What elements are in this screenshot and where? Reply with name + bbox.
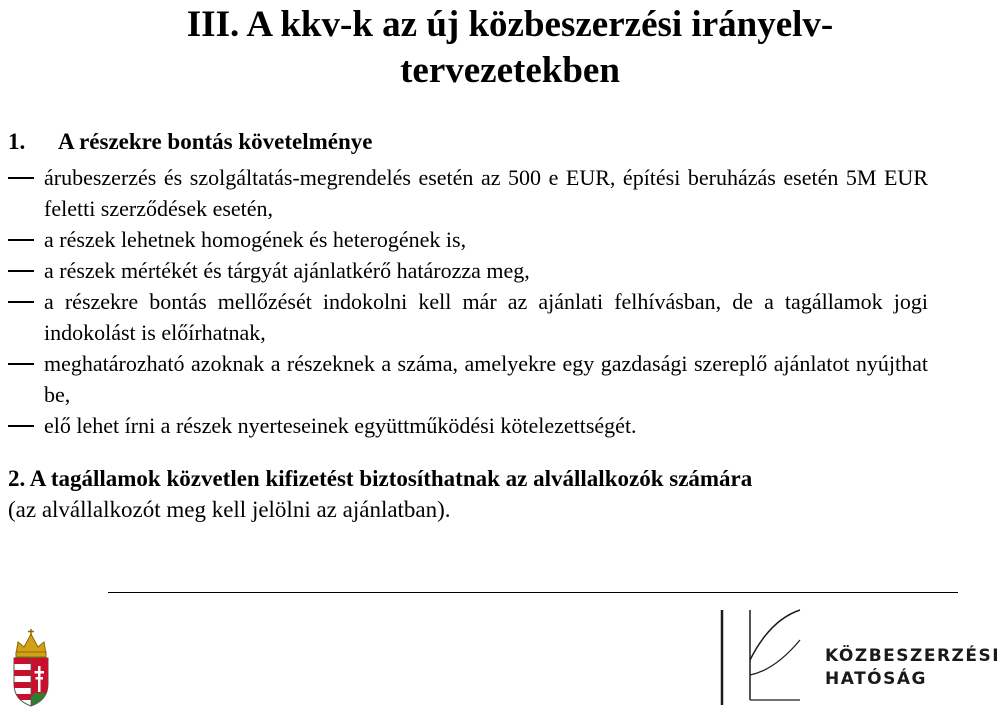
section1-number: 1. <box>8 129 26 154</box>
dash-bullet-icon <box>8 363 34 365</box>
dash-bullet-icon <box>8 270 34 272</box>
list-item <box>8 224 928 255</box>
list-item <box>8 286 928 348</box>
list-item-text: árubeszerzés és szolgáltatás-megrendelés esetén az 500 e EUR, építési beruházás esetén 5M EUR feletti szerződések esetén, <box>44 165 928 221</box>
kozbeszerzesi-hatosag-logo-icon <box>700 600 810 710</box>
logo-text-line2: HATÓSÁG <box>825 669 927 689</box>
logo-text-line1: KÖZBESZERZÉSI <box>825 646 1000 666</box>
list-item <box>8 348 928 410</box>
list-item-text: elő lehet írni a részek nyerteseinek együttműködési kötelezettségét. <box>44 413 637 438</box>
slide-title-line1: III. A kkv-k az új közbeszerzési irányelv- <box>186 4 834 45</box>
dash-bullet-icon <box>8 425 34 427</box>
dash-bullet-icon <box>8 239 34 241</box>
slide-title <box>60 2 960 94</box>
dash-bullet-icon <box>8 177 34 179</box>
section2-heading: 2. A tagállamok közvetlen kifizetést biztosíthatnak az alvállalkozók számára <box>8 466 753 491</box>
section1-heading-text: A részekre bontás követelménye <box>58 129 373 154</box>
logo-text <box>825 645 1000 691</box>
section2-body: (az alvállalkozót meg kell jelölni az ajánlatban). <box>8 497 451 522</box>
section2 <box>8 463 933 525</box>
section1-heading <box>8 129 373 155</box>
list-item <box>8 410 928 441</box>
list-item-text: meghatározható azoknak a részeknek a száma, amelyekre egy gazdasági szereplő ajánlatot nyújthat be, <box>44 351 928 407</box>
list-item <box>8 255 928 286</box>
list-item-text: a részek mértékét és tárgyát ajánlatkérő határozza meg, <box>44 258 530 283</box>
section1-list <box>8 162 928 441</box>
dash-bullet-icon <box>8 301 34 303</box>
hungarian-coat-of-arms-icon <box>10 628 52 708</box>
footer-divider <box>108 592 958 593</box>
list-item-text: a részekre bontás mellőzését indokolni kell már az ajánlati felhívásban, de a tagállamok jogi indokolást is előírhatnak, <box>44 289 928 345</box>
list-item-text: a részek lehetnek homogének és heterogének is, <box>44 227 467 252</box>
slide-title-line2: tervezetekben <box>400 50 620 91</box>
list-item <box>8 162 928 224</box>
